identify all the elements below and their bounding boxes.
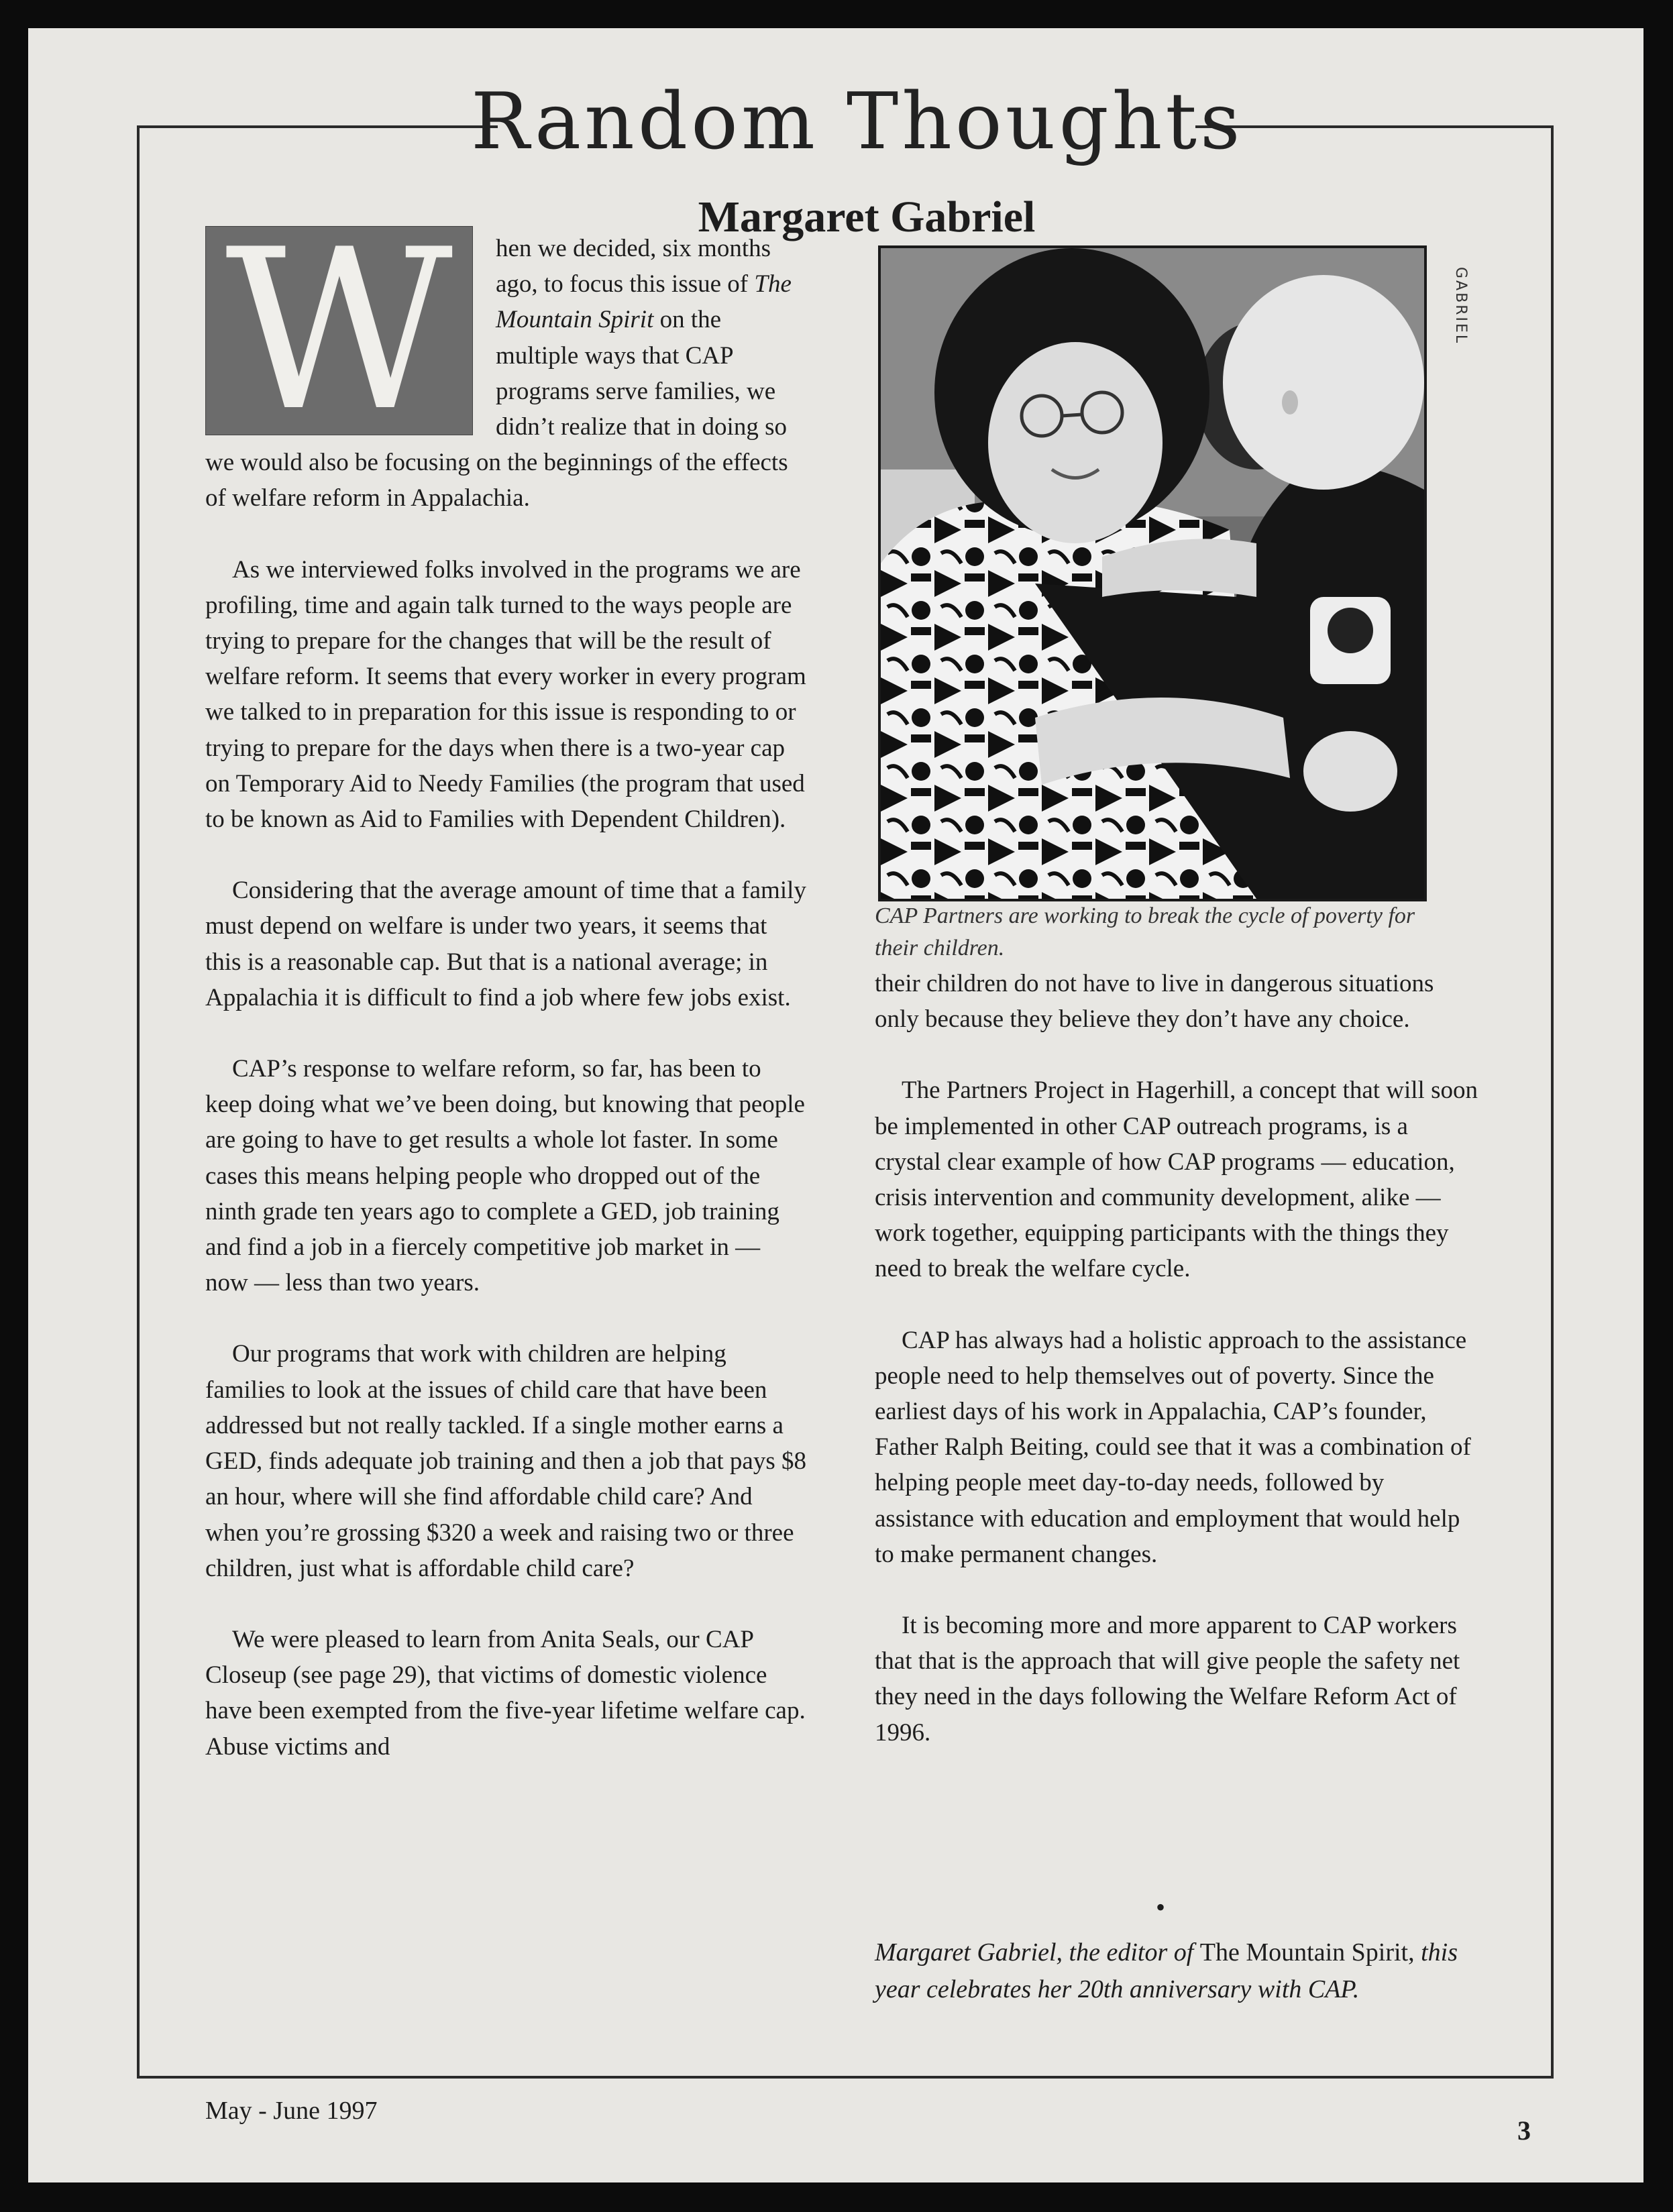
photo-credit: GABRIEL — [1452, 267, 1469, 345]
text-run: CAP’s response to welfare reform, so far, has been to keep doing what we’ve been doing, but knowing that people are going to have to get results a whole lot faster. In some cases this means helping people who dropped out of the ninth grade ten years ago to complete a GED, job training and find a job in a fiercely competitive job market in — now — less than two years. — [205, 1055, 805, 1297]
text-run: It is becoming more and more apparent to CAP workers that that is the approach that will give people the safety net they need in the days following the Welfare Reform Act of 1996. — [875, 1612, 1460, 1747]
text-run: hen we decided, six months ago, to focus this issue of — [496, 235, 771, 298]
paragraph — [205, 873, 809, 1015]
issue-date: May - June 1997 — [205, 2097, 378, 2125]
paragraph — [875, 1323, 1478, 1572]
paragraph — [875, 966, 1478, 1037]
author-bio — [875, 1934, 1478, 2008]
photo-caption: CAP Partners are working to break the cycle of poverty for their children. — [875, 903, 1415, 960]
publication-title: The Mountain Spirit, — [1199, 1938, 1415, 1967]
article-column-left — [205, 202, 809, 1765]
section-title: Random Thoughts — [471, 76, 1244, 167]
text-run: on the multiple ways that CAP programs serve families, we didn’t realize that in doing so we would also be focusing on the beginnings of the effects of welfare reform in Appalachia. — [205, 306, 788, 512]
photo-illustration — [881, 248, 1424, 899]
drop-cap: W — [205, 226, 473, 435]
paragraph — [205, 552, 809, 838]
paragraph — [875, 1072, 1478, 1286]
italic-text: The Mountain Spirit — [496, 270, 792, 334]
italic-text: this year celebrates her 20th anniversary with CAP. — [875, 1938, 1458, 2003]
column-left-text — [205, 231, 809, 1765]
paragraph — [205, 1622, 809, 1765]
paragraph — [205, 1051, 809, 1301]
italic-text: Margaret Gabriel, the editor of — [875, 1938, 1200, 1967]
paragraph — [205, 1336, 809, 1586]
end-of-article-mark: • — [1155, 1892, 1165, 1922]
author-byline: Margaret Gabriel — [698, 192, 1036, 241]
text-run: Our programs that work with children are helping families to look at the issues of child care that have been addressed but not really tackled. If a single mother earns a GED, finds adequate job training and then a job that pays $8 an hour, where will she find affordable child care? And when you’re grossing $320 a week and raising two or three children, just what is affordable child care? — [205, 1340, 807, 1582]
text-run: We were pleased to learn from Anita Seals, our CAP Closeup (see page 29), that victims of domestic violence have been exempted from the five-year lifetime welfare cap. Abuse victims and — [205, 1625, 806, 1761]
page-number: 3 — [1517, 2115, 1531, 2146]
text-run: Considering that the average amount of time that a family must depend on welfare is under two years, it seems that this is a reasonable cap. But that is a national average; in Appalachia it is difficult to find a job where few jobs exist. — [205, 877, 806, 1011]
text-run: CAP has always had a holistic approach to the assistance people need to help themselves out of poverty. Since the earliest days of his work in Appalachia, CAP’s founder, Father Ralph Beiting, could see that it was a combination of helping people meet day-to-day needs, followed by assistance with education and employment that would help to make permanent changes. — [875, 1326, 1471, 1568]
text-run: As we interviewed folks involved in the programs we are profiling, time and again talk turned to the ways people are trying to prepare for the changes that will be the result of welfare reform. It seems that every worker in every program we talked to in preparation for this issue is responding to or trying to prepare for the days when there is a two-year cap on Temporary Aid to Needy Families (the program that used to be known as Aid to Families with Dependent Children). — [205, 555, 806, 834]
paragraph — [875, 1608, 1478, 1751]
mother-and-baby-photo — [878, 245, 1427, 901]
text-run: their children do not have to live in dangerous situations only because they believe they don’t have any choice. — [875, 970, 1434, 1034]
text-run: The Partners Project in Hagerhill, a concept that will soon be implemented in other CAP outreach programs, is a crystal clear example of how CAP programs — education, crisis intervention and community development, alike — work together, equipping participants with the things they need to break the welfare cycle. — [875, 1076, 1478, 1283]
magazine-page — [28, 28, 1643, 2182]
article-column-right — [875, 966, 1478, 1751]
